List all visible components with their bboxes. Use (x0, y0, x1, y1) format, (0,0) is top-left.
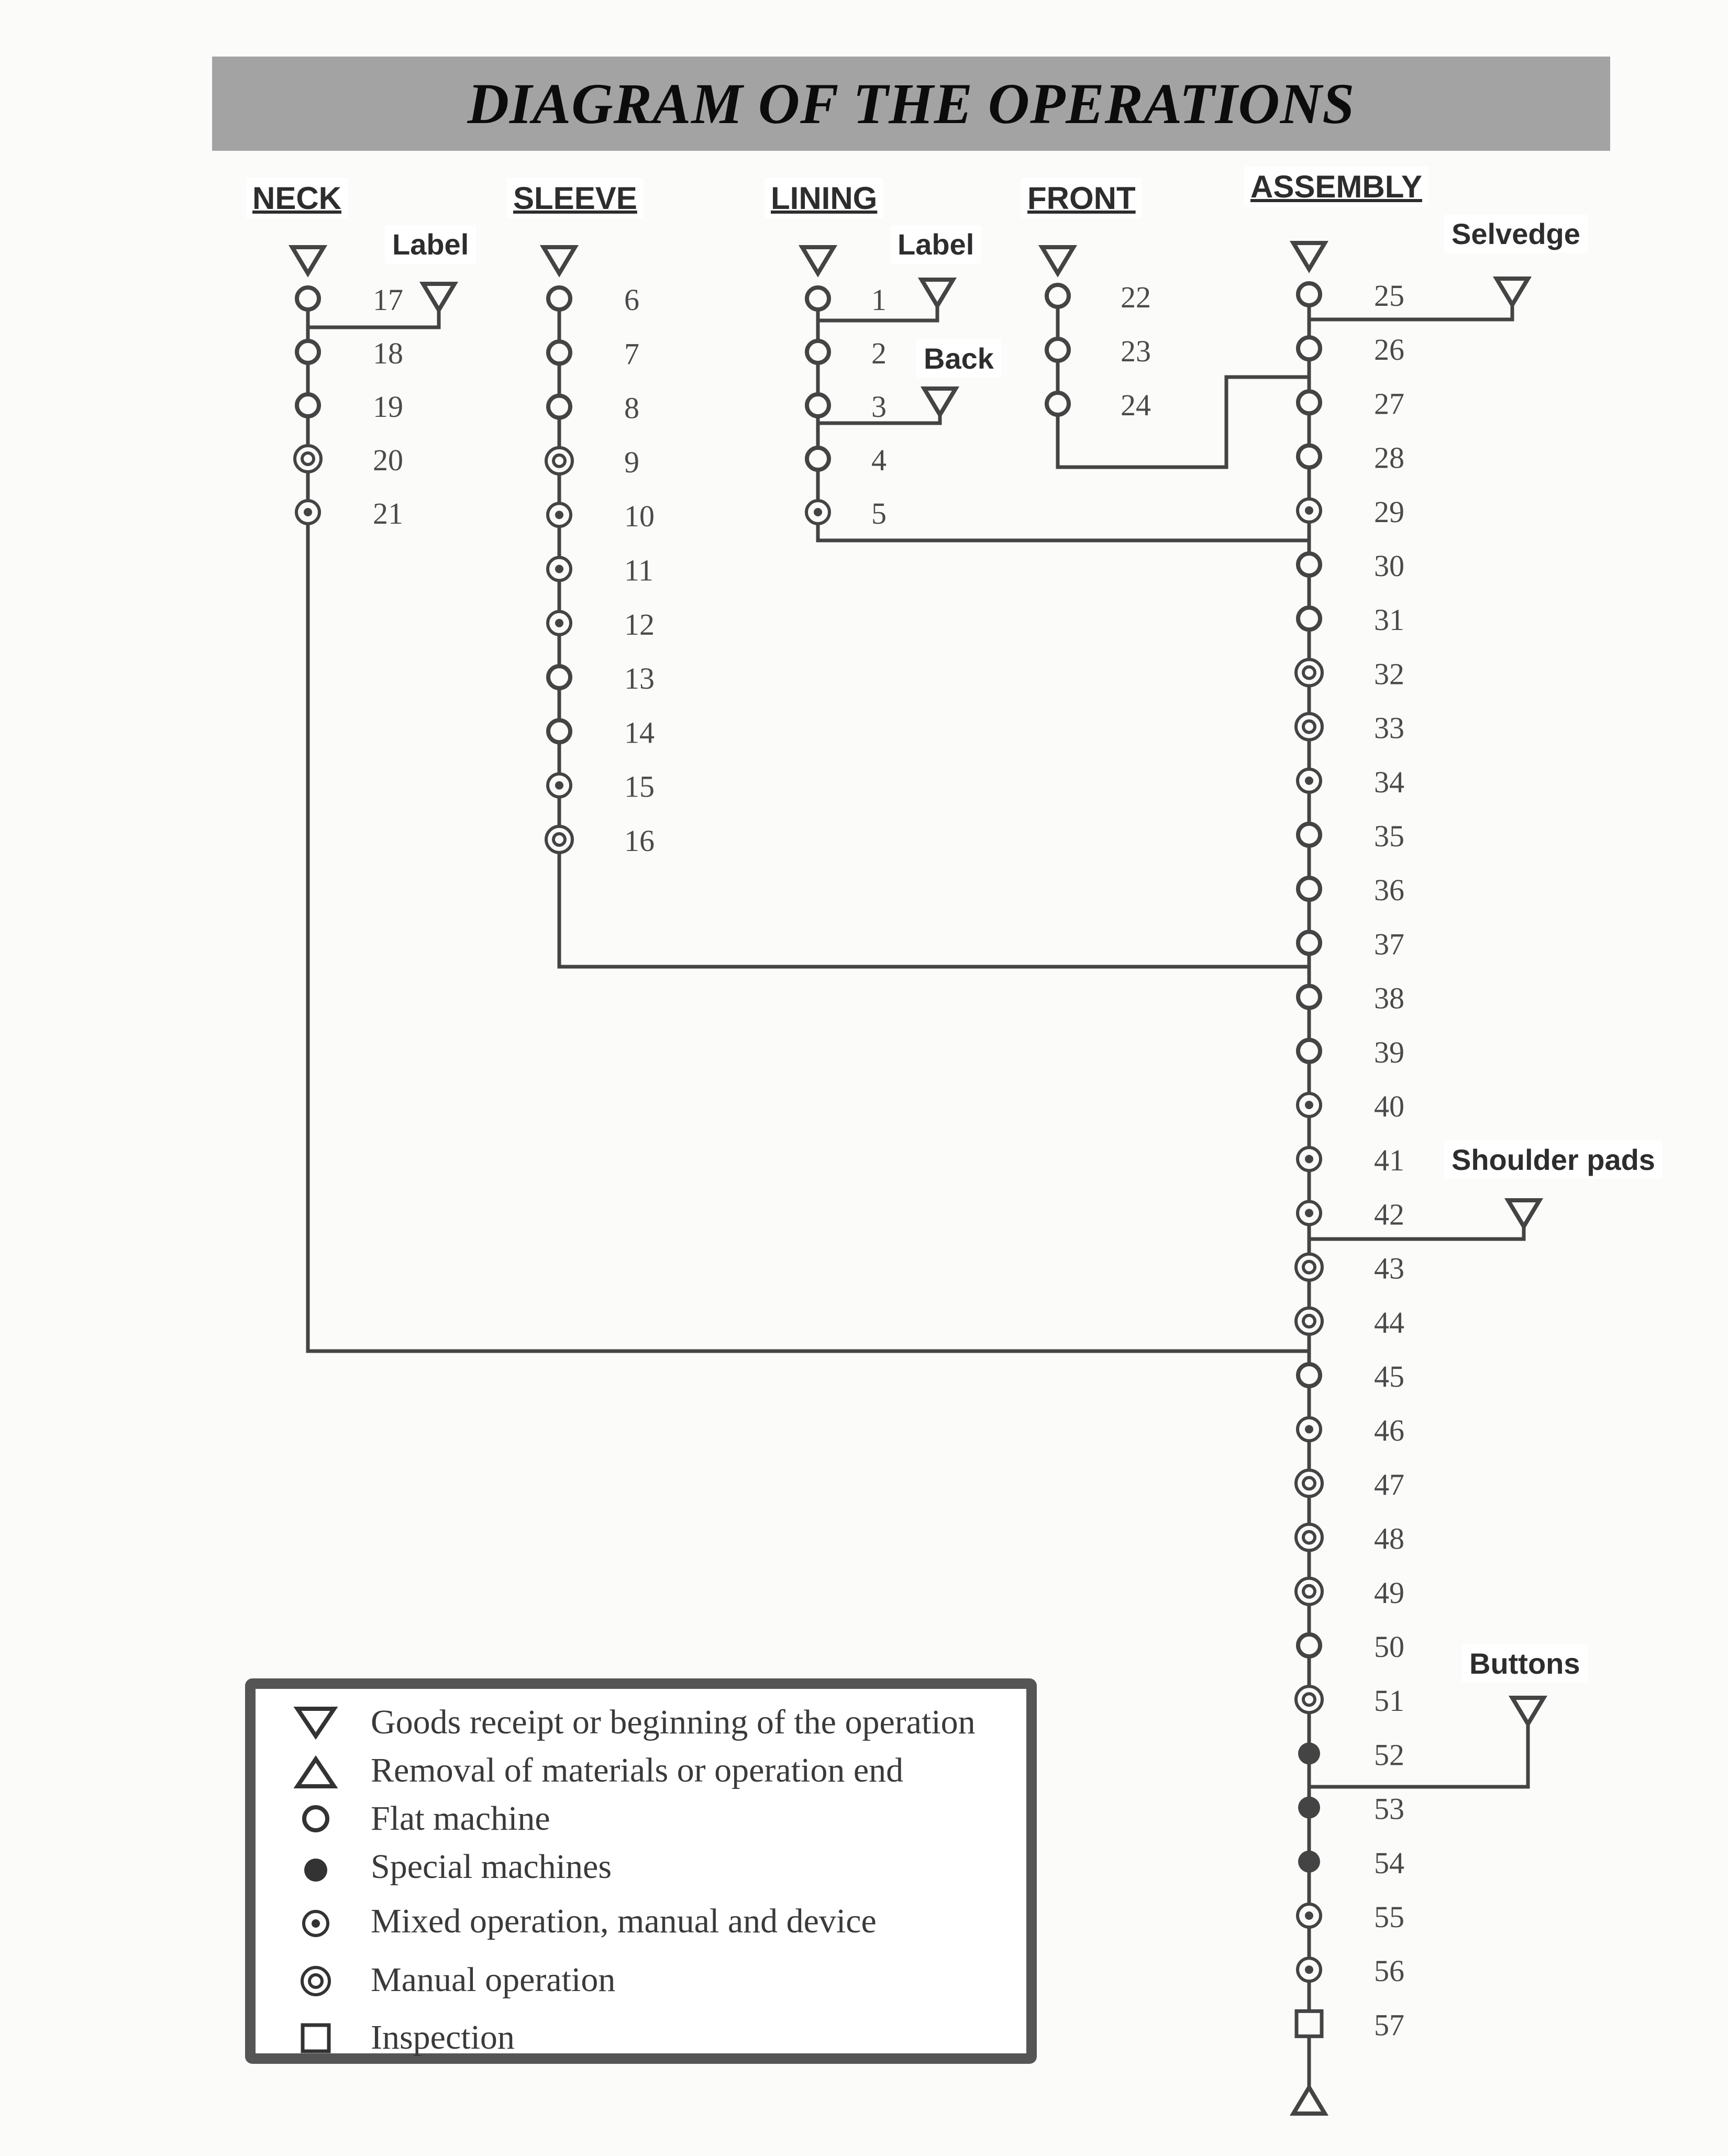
legend-text-inspection: Inspection (371, 2018, 515, 2057)
legend-row-removal (256, 1746, 1025, 1795)
assembly-start-triangle-icon (1293, 243, 1325, 269)
assembly-op-53-special-icon (1298, 1797, 1320, 1819)
assembly-op-50-flat-icon (1298, 1634, 1320, 1656)
sleeve-op-number-16: 16 (624, 824, 655, 858)
assembly-op-26-flat-icon (1298, 337, 1320, 359)
assembly-op-47-manual-icon (1296, 1470, 1322, 1496)
assembly-op-number-44: 44 (1374, 1305, 1404, 1340)
assembly-op-number-27: 27 (1374, 386, 1404, 421)
legend-text-manual: Manual operation (371, 1961, 616, 1999)
sleeve-op-13-flat-icon (548, 666, 570, 688)
neck-op-number-17: 17 (373, 283, 403, 317)
assembly-op-41-mixed-icon (1298, 1147, 1321, 1170)
lining-op-4-flat-icon (807, 448, 829, 470)
assembly-op-number-40: 40 (1374, 1089, 1404, 1123)
shoulder-pads-triangle-icon (1508, 1200, 1539, 1226)
assembly-op-number-57: 57 (1374, 2008, 1404, 2042)
assembly-op-56-mixed-icon (1298, 1958, 1321, 1981)
buttons-triangle-icon (1512, 1698, 1544, 1724)
assembly-op-42-mixed-icon (1298, 1201, 1321, 1224)
assembly-op-number-56: 56 (1374, 1954, 1404, 1988)
sleeve-op-15-mixed-icon (548, 774, 571, 797)
assembly-op-31-flat-icon (1298, 607, 1320, 629)
lining-op-5-mixed-icon (806, 501, 829, 524)
assembly-op-49-manual-icon (1296, 1578, 1322, 1605)
assembly-op-45-flat-icon (1298, 1364, 1320, 1386)
header-front: FRONT (1021, 178, 1142, 218)
selvedge-link (1309, 296, 1512, 319)
front-op-23-flat-icon (1047, 339, 1069, 361)
neck-op-19-flat-icon (297, 394, 319, 416)
assembly-op-number-48: 48 (1374, 1521, 1404, 1556)
sleeve-op-7-flat-icon (548, 341, 570, 363)
assembly-op-39-flat-icon (1298, 1040, 1320, 1062)
lining-back-triangle-icon (924, 389, 956, 415)
front-op-number-24: 24 (1121, 388, 1151, 422)
assembly-op-40-mixed-icon (1298, 1093, 1321, 1116)
legend-text-special: Special machines (371, 1848, 612, 1886)
assembly-op-57-inspection-icon (1297, 2011, 1322, 2036)
sleeve-start-triangle-icon (544, 247, 575, 273)
legend-row-inspection (256, 2014, 1025, 2062)
header-assembly: ASSEMBLY (1244, 167, 1428, 207)
sleeve-op-number-15: 15 (624, 769, 655, 804)
assembly-op-number-28: 28 (1374, 440, 1404, 475)
assembly-op-number-50: 50 (1374, 1630, 1404, 1664)
assembly-op-52-special-icon (1298, 1742, 1320, 1764)
lining-op-number-2: 2 (871, 336, 887, 370)
neck-start-triangle-icon (292, 247, 324, 273)
assembly-op-54-special-icon (1298, 1851, 1320, 1873)
lining-op-number-3: 3 (871, 390, 887, 424)
mixed-operation-icon (292, 1897, 339, 1945)
shoulder-pads-link (1309, 1218, 1524, 1239)
tag-buttons: Buttons (1462, 1644, 1588, 1683)
assembly-op-46-mixed-icon (1298, 1418, 1321, 1441)
assembly-op-number-34: 34 (1374, 765, 1404, 799)
front-op-22-flat-icon (1047, 285, 1069, 307)
sleeve-op-number-11: 11 (624, 553, 653, 588)
legend-row-manual (256, 1956, 1025, 2004)
sleeve-op-number-9: 9 (624, 445, 639, 479)
assembly-op-28-flat-icon (1298, 446, 1320, 468)
assembly-op-number-55: 55 (1374, 1900, 1404, 1934)
front-op-24-flat-icon (1047, 393, 1069, 415)
assembly-op-30-flat-icon (1298, 554, 1320, 576)
legend (245, 1678, 1037, 2064)
assembly-op-number-37: 37 (1374, 927, 1404, 961)
neck-op-20-manual-icon (295, 446, 321, 472)
neck-op-number-21: 21 (373, 496, 403, 530)
assembly-op-51-manual-icon (1296, 1686, 1322, 1712)
front-start-triangle-icon (1042, 247, 1073, 273)
assembly-op-55-mixed-icon (1298, 1904, 1321, 1927)
lining-op-number-1: 1 (871, 283, 887, 317)
sleeve-op-number-7: 7 (624, 337, 639, 371)
assembly-op-number-31: 31 (1374, 603, 1404, 637)
sleeve-op-6-flat-icon (548, 288, 570, 309)
assembly-op-number-47: 47 (1374, 1467, 1404, 1502)
tag-neck-label: Label (385, 225, 476, 263)
flat-machine-circle-icon (292, 1795, 339, 1843)
page-title: DIAGRAM OF THE OPERATIONS (467, 71, 1355, 136)
special-machine-dot-icon (292, 1843, 339, 1891)
lining-op-number-4: 4 (871, 443, 887, 477)
sleeve-op-number-14: 14 (624, 715, 655, 750)
legend-row-receipt (256, 1698, 1025, 1746)
assembly-op-number-41: 41 (1374, 1143, 1404, 1178)
assembly-op-number-42: 42 (1374, 1197, 1404, 1232)
lining-start-triangle-icon (802, 247, 834, 273)
sleeve-op-12-mixed-icon (548, 612, 571, 635)
assembly-op-number-49: 49 (1374, 1575, 1404, 1610)
lining-merge-line (818, 298, 1309, 540)
legend-text-mixed: Mixed operation, manual and device (371, 1902, 877, 1940)
buttons-link (1309, 1712, 1528, 1787)
tag-lining-back: Back (916, 339, 1001, 378)
lining-op-1-flat-icon (807, 288, 829, 309)
assembly-op-27-flat-icon (1298, 391, 1320, 413)
assembly-op-number-38: 38 (1374, 981, 1404, 1015)
assembly-op-32-manual-icon (1296, 659, 1322, 686)
legend-text-flat: Flat machine (371, 1799, 550, 1838)
lining-op-number-5: 5 (871, 496, 887, 530)
assembly-op-34-mixed-icon (1298, 769, 1321, 792)
neck-op-17-flat-icon (297, 288, 319, 309)
assembly-op-number-39: 39 (1374, 1035, 1404, 1069)
removal-triangle-icon (292, 1746, 339, 1795)
legend-row-mixed (256, 1897, 1025, 1945)
inspection-square-icon (292, 2014, 339, 2062)
neck-op-number-19: 19 (373, 390, 403, 424)
assembly-op-38-flat-icon (1298, 986, 1320, 1008)
lining-op-2-flat-icon (807, 341, 829, 363)
header-neck: NECK (246, 178, 348, 218)
tag-lining-label: Label (890, 225, 981, 263)
legend-text-removal: Removal of materials or operation end (371, 1751, 904, 1789)
assembly-op-43-manual-icon (1296, 1254, 1322, 1280)
assembly-op-number-36: 36 (1374, 873, 1404, 908)
header-sleeve: SLEEVE (507, 178, 644, 218)
sleeve-op-10-mixed-icon (548, 503, 571, 526)
lining-label-triangle-icon (922, 280, 953, 306)
assembly-op-number-52: 52 (1374, 1738, 1404, 1772)
assembly-op-number-35: 35 (1374, 819, 1404, 853)
sleeve-op-number-8: 8 (624, 391, 639, 425)
assembly-op-44-manual-icon (1296, 1308, 1322, 1334)
assembly-op-35-flat-icon (1298, 824, 1320, 846)
assembly-op-number-26: 26 (1374, 333, 1404, 367)
sleeve-op-8-flat-icon (548, 396, 570, 418)
assembly-op-number-53: 53 (1374, 1792, 1404, 1826)
sleeve-op-number-10: 10 (624, 499, 655, 534)
assembly-op-25-flat-icon (1298, 283, 1320, 305)
assembly-op-number-33: 33 (1374, 711, 1404, 745)
neck-op-number-18: 18 (373, 336, 403, 370)
assembly-op-number-25: 25 (1374, 279, 1404, 313)
assembly-op-29-mixed-icon (1298, 499, 1321, 522)
front-op-number-22: 22 (1121, 280, 1151, 314)
neck-op-number-20: 20 (373, 443, 403, 477)
assembly-op-number-30: 30 (1374, 549, 1404, 583)
assembly-op-number-54: 54 (1374, 1845, 1404, 1880)
assembly-op-number-32: 32 (1374, 657, 1404, 691)
assembly-op-33-manual-icon (1296, 714, 1322, 740)
assembly-op-number-45: 45 (1374, 1359, 1404, 1394)
end-triangle-icon (1293, 2087, 1325, 2114)
assembly-op-number-43: 43 (1374, 1251, 1404, 1286)
legend-row-flat (256, 1795, 1025, 1843)
front-op-number-23: 23 (1121, 334, 1151, 368)
sleeve-op-number-13: 13 (624, 661, 655, 696)
sleeve-op-9-manual-icon (546, 448, 572, 474)
assembly-op-number-51: 51 (1374, 1684, 1404, 1718)
lining-op-3-flat-icon (807, 394, 829, 416)
sleeve-op-16-manual-icon (546, 826, 572, 853)
receipt-triangle-icon (292, 1698, 339, 1746)
assembly-op-37-flat-icon (1298, 932, 1320, 954)
neck-label-triangle-icon (423, 284, 455, 310)
legend-row-special (256, 1843, 1025, 1891)
assembly-op-number-46: 46 (1374, 1413, 1404, 1448)
neck-op-18-flat-icon (297, 341, 319, 363)
selvedge-triangle-icon (1497, 279, 1528, 305)
manual-operation-icon (292, 1956, 339, 2004)
front-merge-line (1058, 296, 1309, 467)
neck-op-21-mixed-icon (296, 501, 319, 524)
sleeve-op-14-flat-icon (548, 720, 570, 742)
legend-text-receipt: Goods receipt or beginning of the operation (371, 1703, 976, 1741)
tag-shoulder-pads: Shoulder pads (1444, 1141, 1663, 1179)
assembly-op-36-flat-icon (1298, 878, 1320, 900)
sleeve-op-number-6: 6 (624, 283, 639, 317)
sleeve-op-number-12: 12 (624, 607, 655, 642)
header-lining: LINING (765, 178, 883, 218)
sleeve-op-11-mixed-icon (548, 558, 571, 581)
assembly-op-48-manual-icon (1296, 1524, 1322, 1551)
tag-selvedge: Selvedge (1444, 215, 1588, 253)
assembly-op-number-29: 29 (1374, 494, 1404, 529)
